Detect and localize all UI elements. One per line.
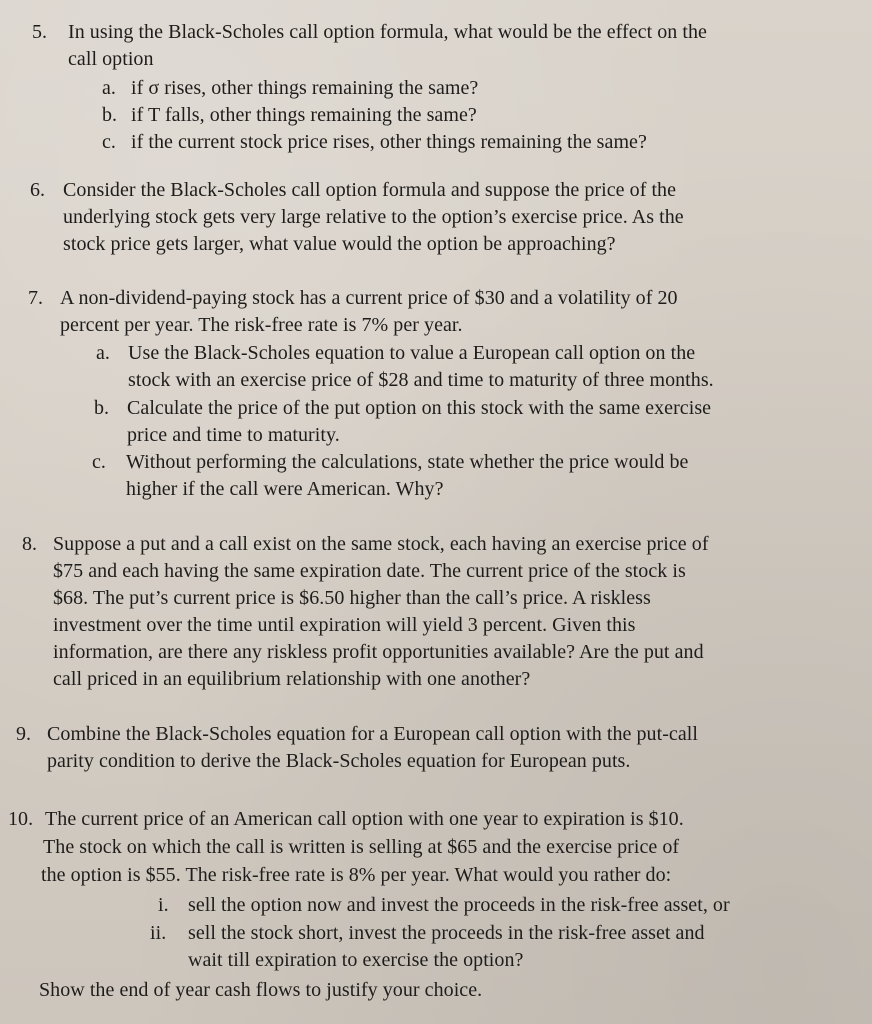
- subquestion-10ii: [150, 920, 705, 974]
- question-text-line: The current price of an American call option with one year to expiration is $10.: [45, 808, 684, 830]
- question-number: 5.: [32, 21, 48, 43]
- subquestion-text: wait till expiration to exercise the option?: [188, 949, 524, 971]
- subquestion-text: sell the stock short, invest the proceeds in the risk-free asset and: [188, 922, 705, 944]
- subquestion-text: Without performing the calculations, state whether the price would be: [126, 451, 689, 473]
- question-text-line: A non-dividend-paying stock has a current price of $30 and a volatility of 20: [60, 287, 678, 309]
- question-text-line: parity condition to derive the Black-Scholes equation for European puts.: [47, 750, 631, 772]
- question-number: 8.: [22, 533, 38, 555]
- subquestion-5b: [102, 102, 477, 129]
- subquestion-label: i.: [158, 894, 169, 916]
- question-text-line: The stock on which the call is written is selling at $65 and the exercise price of: [43, 836, 680, 858]
- subquestion-text: if the current stock price rises, other things remaining the same?: [131, 131, 647, 153]
- question-text-line: call priced in an equilibrium relationship with one another?: [53, 668, 531, 690]
- subquestion-text: sell the option now and invest the proceeds in the risk-free asset, or: [188, 894, 730, 916]
- question-text-line: In using the Black-Scholes call option formula, what would be the effect on the: [68, 21, 707, 43]
- subquestion-text: higher if the call were American. Why?: [126, 478, 444, 500]
- subquestion-label: c.: [92, 451, 106, 473]
- subquestion-label: a.: [102, 77, 116, 99]
- question-text-line: call option: [68, 48, 154, 70]
- question-text-line: information, are there any riskless profit opportunities available? Are the put and: [53, 641, 704, 663]
- question-number: 6.: [30, 179, 46, 201]
- subquestion-text: Use the Black-Scholes equation to value a European call option on the: [128, 342, 696, 364]
- question-text-line: investment over the time until expiration will yield 3 percent. Given this: [53, 614, 636, 636]
- subquestion-label: a.: [96, 342, 110, 364]
- question-number: 9.: [16, 723, 32, 745]
- question-text-line: percent per year. The risk-free rate is 7% per year.: [60, 314, 463, 336]
- question-text-line: Suppose a put and a call exist on the same stock, each having an exercise price of: [53, 533, 709, 555]
- subquestion-text: if σ rises, other things remaining the same?: [131, 77, 479, 99]
- subquestion-label: b.: [102, 104, 118, 126]
- subquestion-label: ii.: [150, 922, 167, 944]
- subquestion-label: c.: [102, 131, 116, 153]
- question-text-line: $75 and each having the same expiration date. The current price of the stock is: [53, 560, 686, 582]
- question-text-line: stock price gets larger, what value would the option be approaching?: [63, 233, 616, 255]
- subquestion-7a: [96, 340, 714, 394]
- subquestion-label: b.: [94, 397, 110, 419]
- question-footer: Show the end of year cash flows to justify your choice.: [39, 979, 483, 1001]
- subquestion-7c: [92, 449, 688, 503]
- question-text-line: Consider the Black-Scholes call option formula and suppose the price of the: [63, 179, 677, 201]
- question-number: 10.: [8, 808, 34, 830]
- question-text-line: $68. The put’s current price is $6.50 higher than the call’s price. A riskless: [53, 587, 651, 609]
- question-number: 7.: [28, 287, 44, 309]
- subquestion-text: price and time to maturity.: [127, 424, 340, 446]
- subquestion-text: stock with an exercise price of $28 and time to maturity of three months.: [128, 369, 714, 391]
- subquestion-text: Calculate the price of the put option on this stock with the same exercise: [127, 397, 712, 419]
- question-text-line: Combine the Black-Scholes equation for a European call option with the put-call: [47, 723, 698, 745]
- subquestion-7b: [94, 395, 711, 449]
- question-text-line: underlying stock gets very large relative to the option’s exercise price. As the: [63, 206, 684, 228]
- subquestion-text: if T falls, other things remaining the same?: [131, 104, 477, 126]
- subquestion-5a: [102, 75, 478, 102]
- subquestion-10i: [158, 892, 730, 919]
- question-text-line: the option is $55. The risk-free rate is 8% per year. What would you rather do:: [41, 864, 672, 886]
- subquestion-5c: [102, 129, 647, 156]
